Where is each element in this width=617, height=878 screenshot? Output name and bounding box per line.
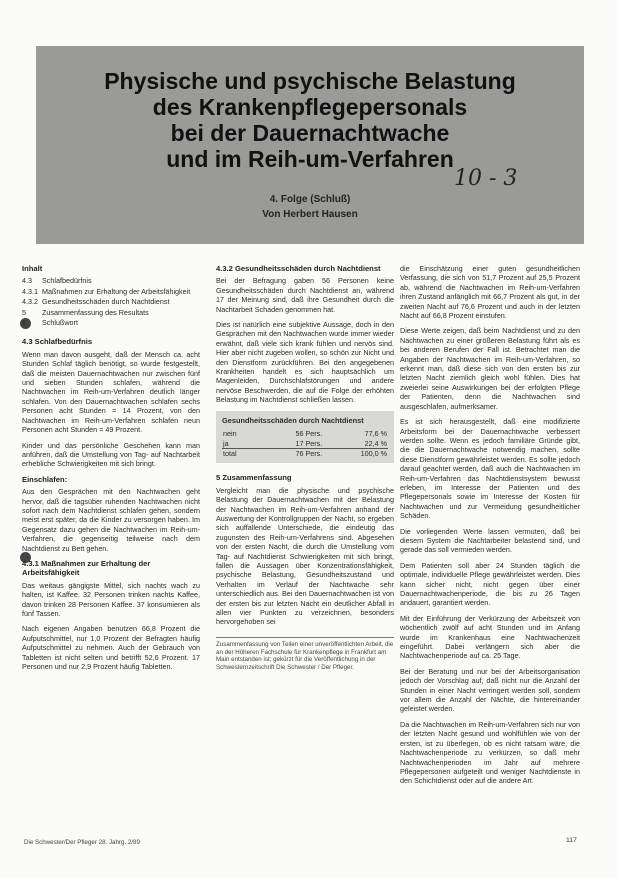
section-summary-heading: 5 Zusammenfassung: [216, 473, 292, 483]
author-label: Von Herbert Hausen: [262, 209, 358, 220]
toc-item: 4.3 Schlafbedürfnis: [22, 276, 92, 286]
column-middle: [216, 264, 394, 836]
section-measures-heading: 4.3.1 Maßnahmen zur Erhaltung der Arbeitsfähigkeit: [22, 558, 151, 578]
handwritten-note: 10 - 3: [454, 166, 518, 191]
section-sleep-heading: 4.3 Schlafbedürfnis: [22, 337, 93, 347]
section-damage-paragraph: Dies ist natürlich eine subjektive Aussage, doch in den Gesprächen mit den Nachtwachen wurde immer wieder erwähnt, daß viele sich krank fühlen und nervös sind. Hier aber nicht zugeben wollen, so schön zur Nicht und den Dienstform zurückführen. Bei den angegebenen Krankheiten handelt es sich hauptsächlich um Magenleiden, Durchschlafstörungen und andere nervöse Beschwerden, die auf die Folge der erhöhten Belastung im Nachtdienst schließen lassen.: [216, 320, 394, 405]
body-paragraph: Bei der Beratung und nur bei der Arbeitsorganisation jedoch der Vorschlag auf, daß nicht nur die Anzahl der Stunden in einer Nacht verringert werden soll, sondern vor allem die Anzahl der Nächte, die hintereinander geleistet werden.: [400, 666, 580, 714]
title-line-2: des Krankenpflegepersonals: [152, 94, 468, 120]
table-of-contents: [22, 276, 200, 327]
table-row: ja 17 Pers. 22,4 %: [223, 438, 387, 448]
column-left: [22, 264, 200, 836]
body-paragraph: Dem Patienten soll aber 24 Stunden täglich die optimale, individuelle Pflege gewährleistet werden. Dies kann sicher nicht, nicht gegen über einer Dauernachtwachenperiode, die bis zu 26 Tagen andauert, garantiert werden.: [400, 560, 580, 608]
article-title: [36, 68, 584, 172]
body-paragraph: Da die Nachtwachen im Reih-um-Verfahren sich nur von der letzten Nacht gesund und wohlfühlen wie von der ersten, ist zu überlegen, ob es nicht ratsam wäre, die Nachtwachenperiode zu verkürzen, so daß mehr Nachtwachenperioden im Jahr auf mehrere Pflegepersonen aufgeteilt und weniger Nachtdienste in den Schichtdienst oder auf die andere Art.: [400, 719, 580, 786]
section-sleep-subheading: Einschlafen:: [22, 474, 68, 484]
health-damage-box: [216, 411, 394, 464]
toc-item: 5 Zusammenfassung des Resultats: [22, 307, 149, 317]
part-label: 4. Folge (Schluß): [269, 194, 351, 205]
body-paragraph: die Einschätzung einer guten gesundheitlichen Verfassung, die sich von 51,7 Prozent auf 25,5 Prozent ab, während die Nachtwachen im Reih-um-Verfahren ihren Zustand anfänglich mit 66,7 Prozent als gut, in der zweiten Nacht auf 76,6 Prozent und auch in der letzten Nacht auf 66,8 Prozent einstufen.: [400, 264, 580, 321]
body-paragraph: Es ist sich herausgestellt, daß eine modifizierte Arbeitsform bei der Dauernachtwache verbessert werden sollte. Wenn es jedoch familiäre Gründe gibt, die die Dauernachtwache notwendig machen, sollte diese Dienstform gewährleistet werden. Es sollte jedoch darauf geachtet werden, daß auch die Nachtwachen im Reih-um-Verfahren das Nachtdienstsystem bewusst erleben, im Interesse der Patienten und des Pflegepersonals sowie im Interesse der Kosten für Nachtwachen und zur Vermeidung gesundheitlicher Schäden.: [400, 417, 580, 521]
table-row: nein 56 Pers. 77,6 %: [223, 429, 387, 439]
body-paragraph: Mit der Einführung der Verkürzung der Arbeitszeit von wöchentlich zwölf auf acht Stunden und im Anfang wurde im Krankenhaus eine Nachtwachenzeit eingeführt. Dabei verlängern sich aber die Nachtwachenperiode auf ca. 25 Tage.: [400, 613, 580, 661]
section-measures-paragraph: Nach eigenen Angaben benutzen 66,8 Prozent die Aufputschmittel, nur 1,0 Prozent der Befragten häufig Aufputschmittel zu nehmen. Auch der Gebrauch von Tabletten ist nicht selten und betrifft 52,6 Prozent. 17 Personen und nur 2,9 Prozent häufig Tabletten.: [22, 624, 200, 672]
body-paragraph: Die vorliegenden Werte lassen vermuten, daß bei diesem System die Nachtarbeiter belastend sind, und gerade das soll vermieden werden.: [400, 526, 580, 555]
table-row-total: total 76 Pers. 100,0 %: [223, 448, 387, 458]
section-damage-heading: 4.3.2 Gesundheitsschäden durch Nachtdienst: [216, 264, 381, 273]
section-sleep-paragraph: Wenn man davon ausgeht, daß der Mensch ca. acht Stunden Schlaf täglich benötigt, so wurde festgestellt, daß die meisten Dauernachtwachen nur zwischen fünf und sieben Stunden schlafen, während die Nachtwachen im Reih-um-Verfahren deutlich länger schlafen. Von den Dauernachtwachen schlafen sechs Personen acht Stunden = 14 Prozent, von den Nachtwachen im Reih-um-Verfahren schlafen neun Personen acht Stunden = 49 Prozent.: [22, 349, 200, 435]
section-measures-paragraph: Das weitaus gängigste Mittel, sich nachts wach zu halten, ist Kaffee. 32 Personen trinken nachts Kaffee, davon trinken 28 Personen Kaffee. 37 konsumieren als fünf Tassen.: [22, 580, 200, 618]
toc-heading: Inhalt: [22, 264, 43, 273]
toc-item: 6 Schlußwort: [22, 318, 78, 328]
section-summary-paragraph: Vergleicht man die physische und psychische Belastung der Dauernachtwachen mit der Belastung der Nachtwachen im Reih-um-Verfahren anhand der Auswertung der Kontrollgruppen der Nacht, so ergeben sich auffallende Unterschiede, die eindeutig das zugunsten des Reih-um-Verfahrens sind. Abgesehen von der ersten Nacht, die durch die Umstellung vom Tag- auf Nachtdienst Schwierigkeiten mit sich bringt, fallen die Aussagen über Konzentrationsfähigkeit, psychische Belastung, Gesundheitszustand und Verhalten im Verlauf der Nachtwache sehr unterschiedlich aus. Bei den Dauernachtwachen ist von der ersten bis zur letzten Nacht ein deutlicher Abfall in allen vier Punkten zu verzeichnen, besonders hervorgehoben sei: [216, 485, 394, 627]
journal-footer: Die Schwester/Der Pfleger 28. Jahrg. 2/89: [24, 839, 140, 846]
toc-item: 4.3.2 Gesundheitsschäden durch Nachtdienst: [22, 297, 170, 307]
body-paragraph: Diese Werte zeigen, daß beim Nachtdienst und zu den Nachtwachen zu einer größeren Belastung führt als es bei anderen Berufen der Fall ist. Betrachtet man die Angaben der Nachtwachen im Reih-um-Verfahren, so erkennt man, daß diese sich von den ersten bis zur letzten Nacht ziemlich gleich wohl fühlen. Dies hat zweierlei seine Auswirkungen bei der erfolgten Pflege der Patienten, denn die Nachtwachen sind ausgeschlafen, aufmerksamer.: [400, 326, 580, 411]
section-sleep-paragraph: Aus den Gesprächen mit den Nachtwachen geht hervor, daß die tagsüber ruhenden Nachtwachen nicht sofort nach dem Nachtdienst schlafen gehen, sondern meist erst später, da die Kinder zu versorgen haben. Im Gegensatz dazu gehen die Nachtwachen im Reih-um-Verfahren, die gegenseitig teilweise nach dem Nachtdienst zu Bett gehen.: [22, 487, 200, 553]
article-byline: [36, 192, 584, 222]
section-damage-paragraph: Bei der Befragung gaben 56 Personen keine Gesundheitsschäden durch Nachtdienst an, während 17 der Meinung sind, daß ihre Gesundheit durch die Nachtarbeit Schaden genommen hat.: [216, 276, 394, 314]
title-banner: [36, 46, 584, 244]
title-line-3: bei der Dauernachtwache: [170, 120, 450, 146]
toc-item: 4.3.1 Maßnahmen zur Erhaltung der Arbeitsfähigkeit: [22, 286, 191, 296]
title-line-1: Physische und psychische Belastung: [104, 68, 516, 94]
health-damage-table: [222, 429, 388, 458]
column-right: [400, 264, 580, 836]
page-number: 117: [566, 837, 577, 844]
footnote: Zusammenfassung von Teilen einer unveröffentlichten Arbeit, die an der Höheren Fachschule für Krankenpflege in Frankfurt am Main entstanden ist; gekürzt für die Veröffentlichung in der Schwesternzeitschrift Die Schwester / Der Pfleger.: [216, 637, 394, 672]
title-line-4: und im Reih-um-Verfahren: [166, 146, 454, 172]
section-sleep-paragraph: Kinder und das persönliche Geschehen kann man anführen, daß die Umstellung von Tag- auf Nachtarbeit erhebliche Schwierigkeiten mit sich bringt.: [22, 440, 200, 469]
infobox-title: Gesundheitsschäden durch Nachtdienst: [222, 415, 364, 425]
